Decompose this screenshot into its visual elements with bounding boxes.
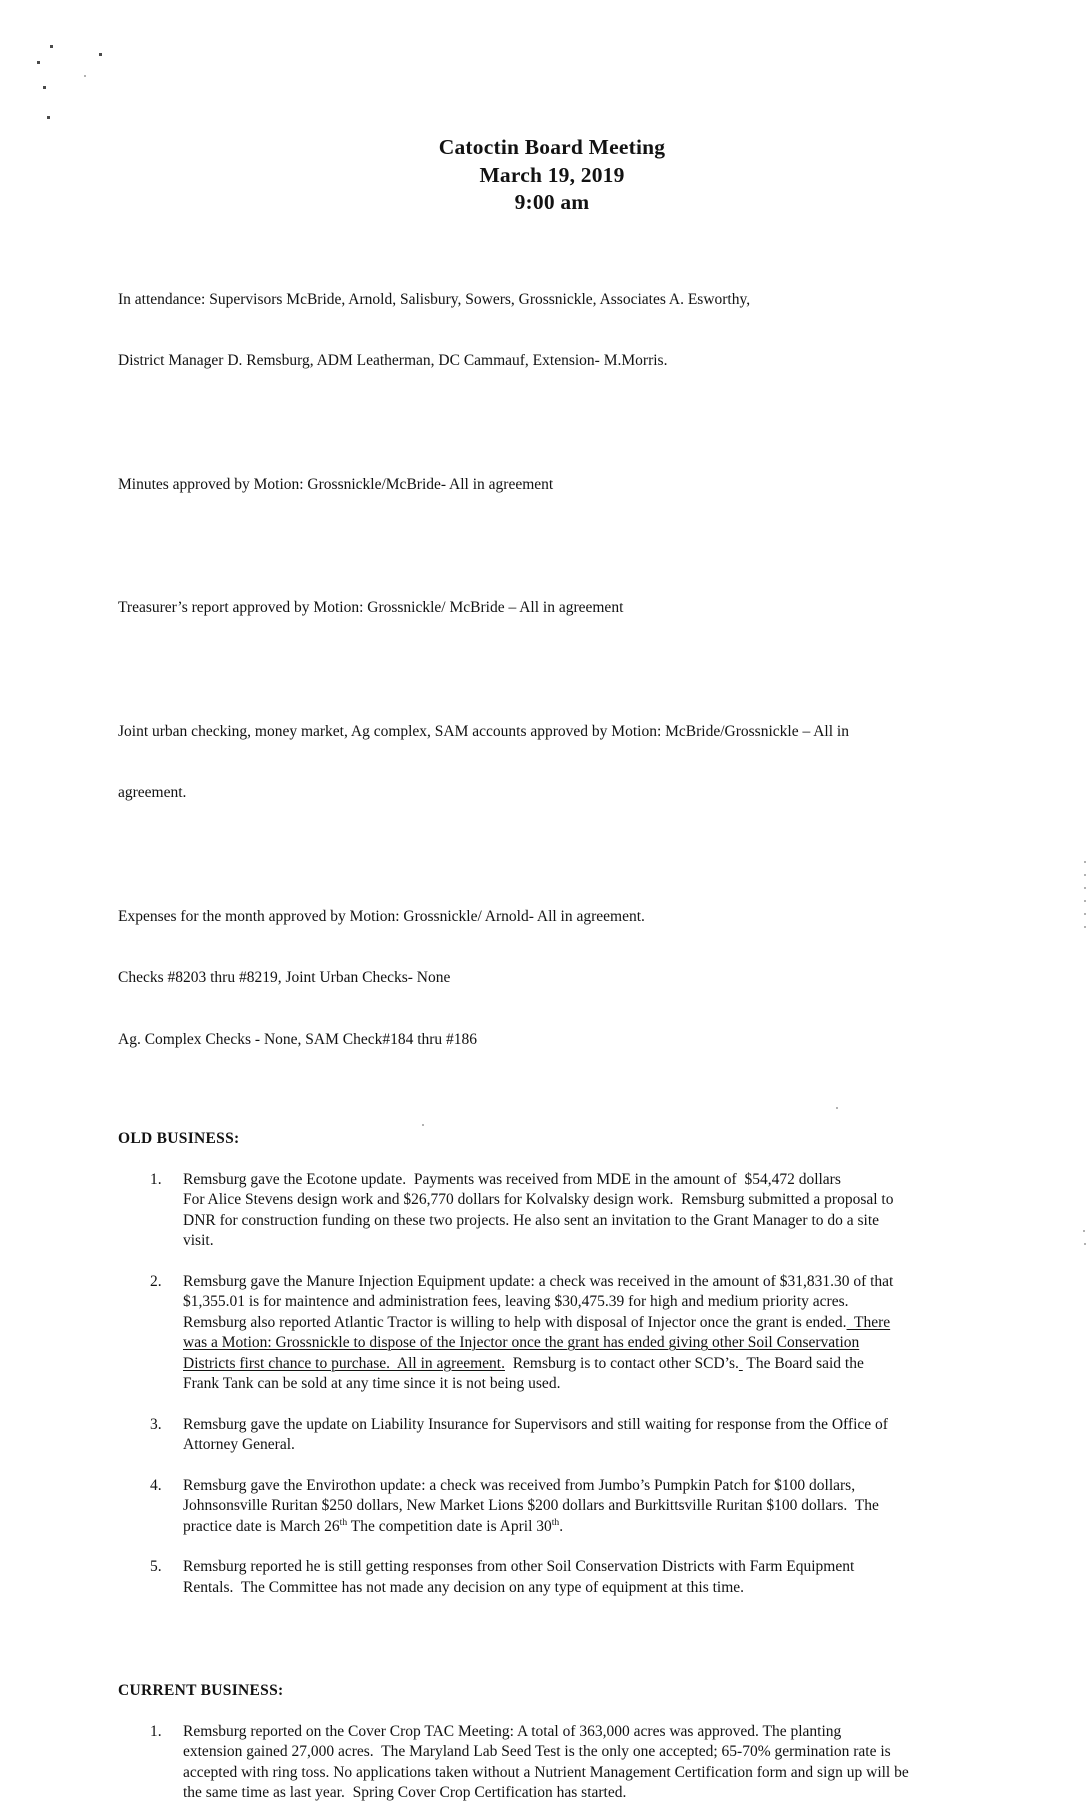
scan-speck <box>1084 887 1086 889</box>
text-line <box>183 1354 986 1375</box>
text-line <box>183 1476 986 1497</box>
text-segment: Remsburg gave the Envirothon update: a check was received from Jumbo’s Pumpkin Patch for $100 dollars, <box>183 1476 856 1494</box>
text-line <box>183 1211 986 1232</box>
paragraph-line: In attendance: Supervisors McBride, Arnold, Salisbury, Sowers, Grossnickle, Associates A. Esworthy, <box>118 290 751 308</box>
document-title <box>118 134 986 217</box>
list-item-number: 2. <box>150 1272 162 1290</box>
scan-speck <box>84 75 86 77</box>
paragraph-line: Ag. Complex Checks - None, SAM Check#184 thru #186 <box>118 1030 478 1048</box>
scan-speck <box>47 116 50 119</box>
title-line-time: 9:00 am <box>514 190 590 214</box>
text-line <box>183 1517 986 1538</box>
scan-speck <box>1084 926 1086 928</box>
text-line <box>183 1763 986 1784</box>
text-segment: . <box>559 1517 564 1535</box>
text-line <box>183 1333 986 1354</box>
title-line-date: March 19, 2019 <box>479 162 625 187</box>
underlined-text: Districts first chance to purchase. All in agreement. <box>183 1354 505 1372</box>
scan-speck <box>37 61 40 64</box>
text-line <box>183 1292 986 1313</box>
list-item-number: 1. <box>150 1722 162 1740</box>
text-segment: Rentals. The Committee has not made any decision on any type of equipment at this time. <box>183 1578 745 1596</box>
scan-speck <box>1084 861 1086 863</box>
paragraph-line: agreement. <box>118 784 187 801</box>
scan-speck <box>1084 913 1086 915</box>
list-item-text <box>183 1476 986 1538</box>
text-segment: The Board said the <box>742 1354 864 1372</box>
text-segment: visit. <box>183 1232 214 1249</box>
text-segment: DNR for construction funding on these two projects. He also sent an invitation to the Grant Manager to do a site <box>183 1211 880 1229</box>
scan-speck <box>43 86 46 89</box>
list-item-number: 1. <box>150 1170 162 1188</box>
scan-speck <box>1084 1243 1086 1245</box>
list-item-text <box>183 1415 986 1456</box>
superscript-text: th <box>339 1516 348 1528</box>
paragraph-line: Minutes approved by Motion: Grossnickle/McBride- All in agreement <box>118 475 554 493</box>
text-line <box>183 1190 986 1211</box>
attendance-paragraph <box>118 249 986 413</box>
text-segment: Remsburg gave the Ecotone update. Payments was received from MDE in the amount of $54,472 dollars <box>183 1170 841 1188</box>
text-segment: The competition date is April 30 <box>347 1517 552 1535</box>
title-line-meeting: Catoctin Board Meeting <box>438 135 666 159</box>
text-segment: accepted with ring toss. No applications taken without a Nutrient Management Certification form and sign up will be <box>183 1763 909 1781</box>
minutes-approval-paragraph <box>118 434 986 537</box>
text-segment: Attorney General. <box>183 1436 295 1453</box>
text-line <box>183 1557 986 1578</box>
text-line <box>183 1415 986 1436</box>
text-segment: extension gained 27,000 acres. The Maryland Lab Seed Test is the only one accepted; 65-70% germination rate is <box>183 1743 891 1760</box>
text-line <box>183 1231 986 1252</box>
scan-speck <box>1084 874 1086 876</box>
list-item <box>118 1476 986 1538</box>
paragraph-line: Joint urban checking, money market, Ag complex, SAM accounts approved by Motion: McBride/Grossnickle – All in <box>118 722 849 740</box>
business-sections <box>118 1129 986 1804</box>
list-item <box>118 1272 986 1395</box>
superscript-text: th <box>551 1516 560 1528</box>
section <box>118 1681 986 1804</box>
scan-speck <box>99 53 102 56</box>
list-item-text <box>183 1170 986 1252</box>
text-line <box>183 1742 986 1763</box>
scan-speck <box>1084 900 1086 902</box>
text-line <box>183 1313 986 1334</box>
text-line <box>183 1374 986 1395</box>
text-segment: Remsburg reported on the Cover Crop TAC Meeting: A total of 363,000 acres was approved. The planting <box>183 1722 842 1740</box>
text-line <box>183 1170 986 1191</box>
text-segment: practice date is March 26 <box>183 1517 340 1535</box>
list-item <box>118 1557 986 1598</box>
text-segment: Remsburg gave the Manure Injection Equipment update: a check was received in the amount of $31,831.30 of that <box>183 1272 894 1290</box>
text-segment: the same time as last year. Spring Cover Crop Certification has started. <box>183 1784 627 1801</box>
text-segment: Remsburg also reported Atlantic Tractor is willing to help with disposal of Injector once the grant is ended. <box>183 1313 847 1331</box>
paragraph-line: Expenses for the month approved by Motion: Grossnickle/ Arnold- All in agreement. <box>118 907 645 925</box>
section-heading: CURRENT BUSINESS: <box>118 1682 284 1699</box>
expenses-paragraph <box>118 866 986 1092</box>
scan-speck <box>1083 1230 1085 1232</box>
text-segment: Remsburg reported he is still getting responses from other Soil Conservation Districts with Farm Equipment <box>183 1558 855 1575</box>
text-segment: Remsburg gave the update on Liability Insurance for Supervisors and still waiting for response from the Office of <box>183 1415 888 1433</box>
text-segment: $1,355.01 is for maintence and administration fees, leaving $30,475.39 for high and medium priority acres. <box>183 1293 849 1310</box>
text-line <box>183 1783 986 1804</box>
text-segment: Remsburg is to contact other SCD’s. <box>504 1354 739 1372</box>
text-line <box>183 1272 986 1293</box>
list-item-number: 4. <box>150 1476 162 1494</box>
text-line <box>183 1578 986 1599</box>
text-segment: Frank Tank can be sold at any time since it is not being used. <box>183 1375 561 1392</box>
paragraph-line: Checks #8203 thru #8219, Joint Urban Checks- None <box>118 969 451 986</box>
accounts-approval-paragraph <box>118 681 986 845</box>
list-item <box>118 1415 986 1456</box>
list-item-text <box>183 1557 986 1598</box>
document-content <box>118 0 986 1804</box>
list-item-text <box>183 1272 986 1395</box>
text-line <box>183 1722 986 1743</box>
text-line <box>183 1496 986 1517</box>
text-segment: For Alice Stevens design work and $26,770 dollars for Kolvalsky design work. Remsburg submitted a proposal to <box>183 1191 894 1208</box>
underlined-text: was a Motion: Grossnickle to dispose of the Injector once the grant has ended giving other Soil Conservation <box>183 1334 860 1351</box>
underlined-text: There <box>846 1313 891 1331</box>
paragraph-line: Treasurer’s report approved by Motion: Grossnickle/ McBride – All in agreement <box>118 599 624 616</box>
section <box>118 1129 986 1598</box>
text-line <box>183 1435 986 1456</box>
scan-speck <box>50 45 53 48</box>
list-item <box>118 1170 986 1252</box>
text-segment: Johnsonsville Ruritan $250 dollars, New Market Lions $200 dollars and Burkittsville Ruritan $100 dollars. The <box>183 1497 879 1514</box>
section-heading: OLD BUSINESS: <box>118 1130 240 1147</box>
list-item-text <box>183 1722 986 1804</box>
list-item <box>118 1722 986 1804</box>
list-item-number: 3. <box>150 1415 162 1433</box>
paragraph-line: District Manager D. Remsburg, ADM Leatherman, DC Cammauf, Extension- M.Morris. <box>118 352 668 369</box>
list-item-number: 5. <box>150 1558 162 1575</box>
treasurer-report-paragraph <box>118 557 986 660</box>
